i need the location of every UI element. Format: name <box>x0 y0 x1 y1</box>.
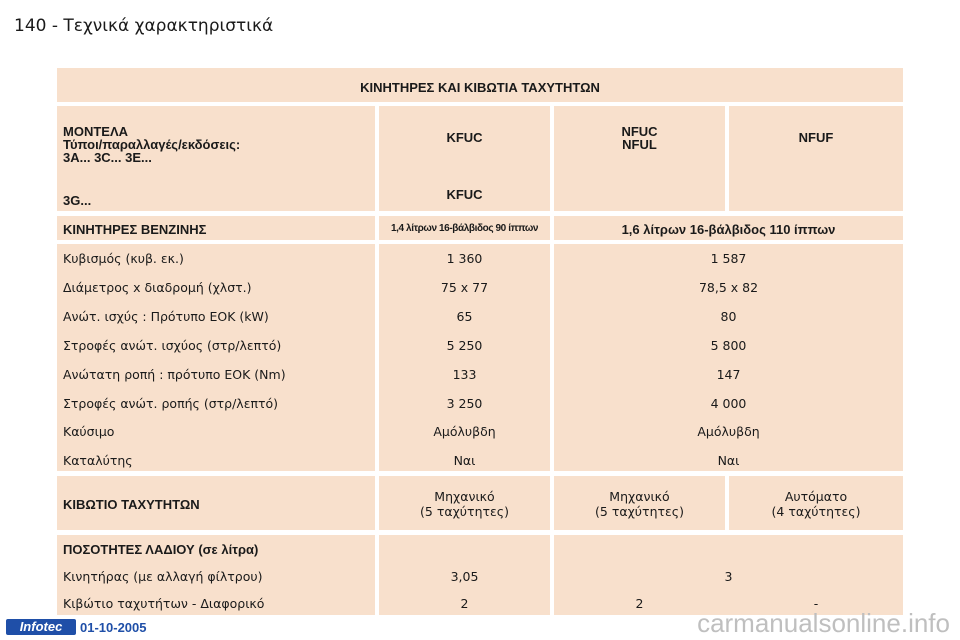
model-nful: NFUL <box>622 137 657 152</box>
gearbox-type-2: Μηχανικό <box>609 489 670 504</box>
spec-value-1: 1 360 <box>446 251 483 266</box>
spec-value-1: Αμόλυβδη <box>433 424 496 439</box>
spec-value-2: 5 800 <box>710 338 747 353</box>
spec-label: Στροφές ανώτ. ισχύος (στρ/λεπτό) <box>63 338 282 353</box>
model-nfuc: NFUC <box>621 124 658 139</box>
spec-label: Διάμετρος x διαδρομή (χλστ.) <box>63 280 252 295</box>
spec-value-2: 1 587 <box>710 251 747 266</box>
engine-1-6: 1,6 λίτρων 16-βάλβιδος 110 ίππων <box>621 222 836 237</box>
spec-label: Ανώτατη ροπή : πρότυπο ΕΟΚ (Nm) <box>63 367 286 382</box>
spec-value-2: Αμόλυβδη <box>697 424 760 439</box>
gearbox-type-3: Αυτόματο <box>784 489 848 504</box>
gearbox-speeds-3: (4 ταχύτητες) <box>771 504 861 519</box>
infotec-logo: Infotec <box>6 619 76 635</box>
engine-1-4: 1,4 λίτρων 16-βάλβιδος 90 ίππων <box>390 223 539 234</box>
oil-engine-value-1: 3,05 <box>450 569 479 584</box>
petrol-label: ΚΙΝΗΤΗΡΕΣ ΒΕΝΖΙΝΗΣ <box>63 222 207 237</box>
spec-label: Κυβισμός (κυβ. εκ.) <box>63 251 184 266</box>
spec-value-1: 3 250 <box>446 396 483 411</box>
spec-value-1: Ναι <box>453 453 476 468</box>
page-title: 140 - Τεχνικά χαρακτηριστικά <box>14 16 274 36</box>
spec-value-2: 147 <box>716 367 741 382</box>
spec-value-1: 65 <box>456 309 473 324</box>
gearbox-label: ΚΙΒΩΤΙΟ ΤΑΧΥΤΗΤΩΝ <box>63 497 200 512</box>
models-versions-3g: 3G... <box>63 193 92 208</box>
gearbox-type-1: Μηχανικό <box>434 489 495 504</box>
oil-engine-label: Κινητήρας (με αλλαγή φίλτρου) <box>63 569 263 584</box>
spec-value-1: 5 250 <box>446 338 483 353</box>
spec-value-2: 78,5 x 82 <box>698 280 759 295</box>
spec-value-1: 133 <box>452 367 477 382</box>
model-nfuf: NFUF <box>798 130 834 145</box>
oil-gearbox-value-1: 2 <box>460 596 469 611</box>
oil-engine-value-2: 3 <box>724 569 733 584</box>
oil-gearbox-label: Κιβώτιο ταχυτήτων - Διαφορικό <box>63 596 265 611</box>
models-col2-cell <box>554 106 725 211</box>
footer-date: 01-10-2005 <box>80 620 147 635</box>
model-kfuc-top: KFUC <box>446 130 483 145</box>
spec-value-1: 75 x 77 <box>440 280 489 295</box>
models-types-label: Τύποι/παραλλαγές/εκδόσεις: <box>63 137 241 152</box>
spec-label: Καύσιμο <box>63 424 115 439</box>
watermark: carmanualsonline.info <box>697 608 950 638</box>
oil-gearbox-value-2: 2 <box>635 596 644 611</box>
oil-label: ΠΟΣΟΤΗΤΕΣ ΛΑΔΙΟΥ (σε λίτρα) <box>63 542 259 557</box>
models-col3-cell <box>729 106 903 211</box>
spec-value-2: 80 <box>720 309 737 324</box>
spec-label: Καταλύτης <box>63 453 133 468</box>
table-header: ΚΙΝΗΤΗΡΕΣ ΚΑΙ ΚΙΒΩΤΙΑ ΤΑΧΥΤΗΤΩΝ <box>360 80 600 95</box>
gearbox-speeds-1: (5 ταχύτητες) <box>420 504 509 519</box>
spec-value-2: 4 000 <box>710 396 747 411</box>
gearbox-speeds-2: (5 ταχύτητες) <box>595 504 684 519</box>
models-versions-3a: 3A... 3C... 3E... <box>63 150 152 165</box>
model-kfuc-bottom: KFUC <box>446 187 483 202</box>
spec-value-2: Ναι <box>717 453 740 468</box>
models-label: ΜΟΝΤΕΛΑ <box>63 124 128 139</box>
spec-label: Στροφές ανώτ. ροπής (στρ/λεπτό) <box>63 396 279 411</box>
spec-label: Ανώτ. ισχύς : Πρότυπο ΕΟΚ (kW) <box>63 309 269 324</box>
oil-gearbox-value-3: - <box>813 596 819 611</box>
